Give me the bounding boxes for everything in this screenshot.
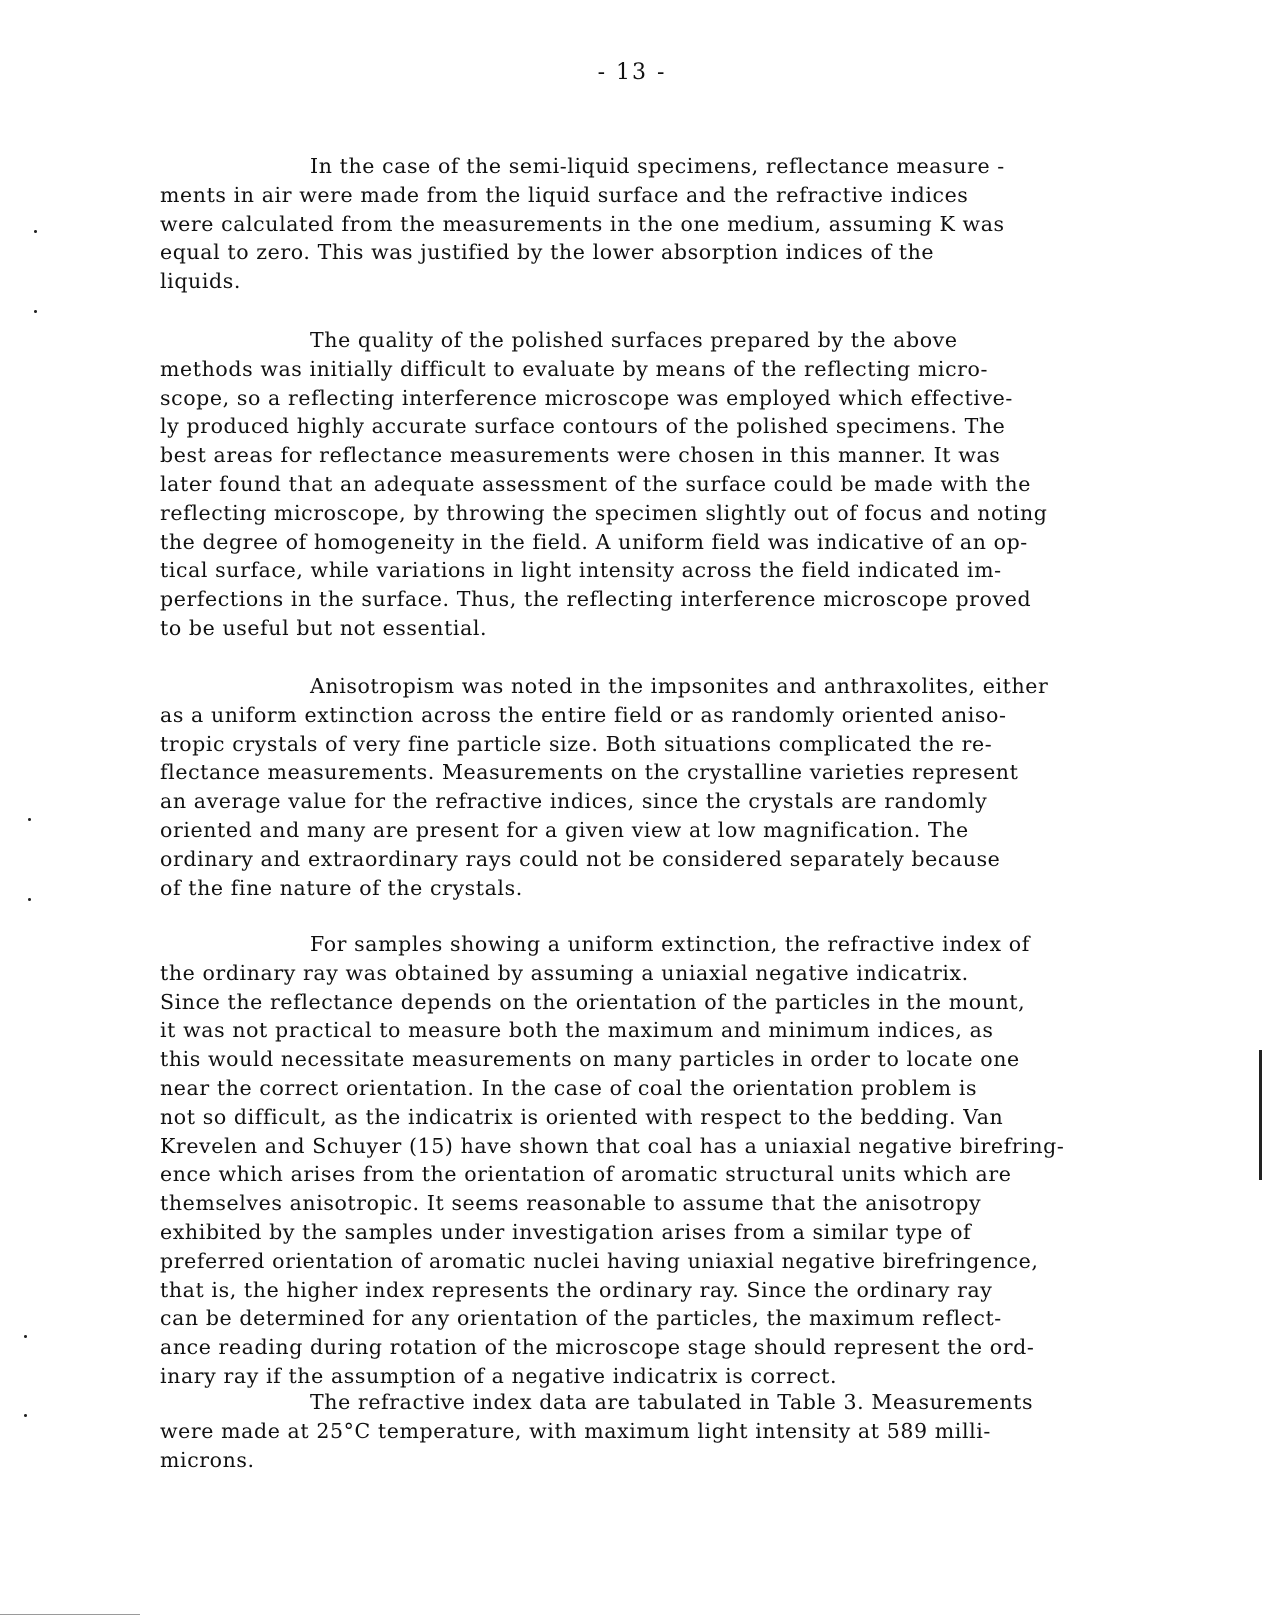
text-line: microns. <box>160 1447 255 1472</box>
text-line: ordinary and extraordinary rays could not be considered separately because <box>160 846 1001 871</box>
text-line: preferred orientation of aromatic nuclei having uniaxial negative birefringence, <box>160 1248 1039 1273</box>
text-line: best areas for reflectance measurements were chosen in this manner. It was <box>160 443 1001 468</box>
text-line: that is, the higher index represents the ordinary ray. Since the ordinary ray <box>160 1277 993 1302</box>
text-line: of the fine nature of the crystals. <box>160 875 523 900</box>
margin-speck <box>24 1414 27 1417</box>
margin-speck <box>34 310 37 313</box>
text-line: tical surface, while variations in light intensity across the field indicated im- <box>160 558 1002 583</box>
text-line: ance reading during rotation of the microscope stage should represent the ord- <box>160 1335 1035 1360</box>
paragraph-3 <box>160 672 1200 902</box>
text-line: exhibited by the samples under investigation arises from a similar type of <box>160 1219 972 1244</box>
paragraph-4 <box>160 930 1200 1391</box>
text-line: scope, so a reflecting interference microscope was employed which effective- <box>160 385 1013 410</box>
text-line: to be useful but not essential. <box>160 615 488 640</box>
scan-edge-mark <box>1259 1050 1262 1180</box>
text-line: reflecting microscope, by throwing the specimen slightly out of focus and noting <box>160 500 1048 525</box>
text-line: ments in air were made from the liquid surface and the refractive indices <box>160 182 969 207</box>
text-line: The quality of the polished surfaces prepared by the above <box>310 328 958 352</box>
text-line: later found that an adequate assessment of the surface could be made with the <box>160 471 1031 496</box>
text-line: as a uniform extinction across the entire field or as randomly oriented aniso- <box>160 702 1007 727</box>
text-line: were made at 25°C temperature, with maximum light intensity at 589 milli- <box>160 1418 991 1443</box>
paragraph-2 <box>160 326 1200 643</box>
text-line: methods was initially difficult to evaluate by means of the reflecting micro- <box>160 356 989 381</box>
text-line: The refractive index data are tabulated in Table 3. Measurements <box>310 1390 1034 1414</box>
text-line: the degree of homogeneity in the field. A uniform field was indicative of an op- <box>160 529 1028 554</box>
text-line: ence which arises from the orientation of aromatic structural units which are <box>160 1162 1012 1187</box>
page-number: - 13 - <box>597 60 667 85</box>
text-line: the ordinary ray was obtained by assuming a uniaxial negative indicatrix. <box>160 960 969 985</box>
text-line: it was not practical to measure both the maximum and minimum indices, as <box>160 1018 994 1043</box>
text-line: In the case of the semi-liquid specimens, reflectance measure - <box>310 154 1005 178</box>
text-line: an average value for the refractive indices, since the crystals are randomly <box>160 789 988 814</box>
text-line: Anisotropism was noted in the impsonites and anthraxolites, either <box>310 674 1049 698</box>
scan-edge-line <box>0 1614 140 1615</box>
text-line: not so difficult, as the indicatrix is oriented with respect to the bedding. Van <box>160 1104 1004 1129</box>
text-line: near the correct orientation. In the case of coal the orientation problem is <box>160 1075 978 1100</box>
margin-speck <box>34 230 37 233</box>
paragraph-5 <box>160 1388 1200 1474</box>
margin-speck <box>28 898 31 901</box>
text-line: equal to zero. This was justified by the lower absorption indices of the <box>160 240 935 265</box>
text-line: perfections in the surface. Thus, the reflecting interference microscope proved <box>160 587 1032 612</box>
text-line: ly produced highly accurate surface contours of the polished specimens. The <box>160 414 1006 439</box>
paragraph-1 <box>160 152 1200 296</box>
text-line: flectance measurements. Measurements on the crystalline varieties represent <box>160 760 1019 785</box>
text-line: themselves anisotropic. It seems reasonable to assume that the anisotropy <box>160 1191 982 1216</box>
text-line: Krevelen and Schuyer (15) have shown that coal has a uniaxial negative birefring- <box>160 1133 1065 1158</box>
text-line: oriented and many are present for a given view at low magnification. The <box>160 817 969 842</box>
text-line: can be determined for any orientation of the particles, the maximum reflect- <box>160 1306 1002 1331</box>
text-line: Since the reflectance depends on the orientation of the particles in the mount, <box>160 989 1026 1014</box>
margin-speck <box>28 818 31 821</box>
text-line: inary ray if the assumption of a negative indicatrix is correct. <box>160 1363 838 1388</box>
text-line: tropic crystals of very fine particle size. Both situations complicated the re- <box>160 731 993 756</box>
text-line: were calculated from the measurements in the one medium, assuming K was <box>160 211 1005 236</box>
text-line: this would necessitate measurements on many particles in order to locate one <box>160 1047 1020 1072</box>
text-line: For samples showing a uniform extinction, the refractive index of <box>310 932 1030 956</box>
text-line: liquids. <box>160 269 241 294</box>
margin-speck <box>24 1335 27 1338</box>
